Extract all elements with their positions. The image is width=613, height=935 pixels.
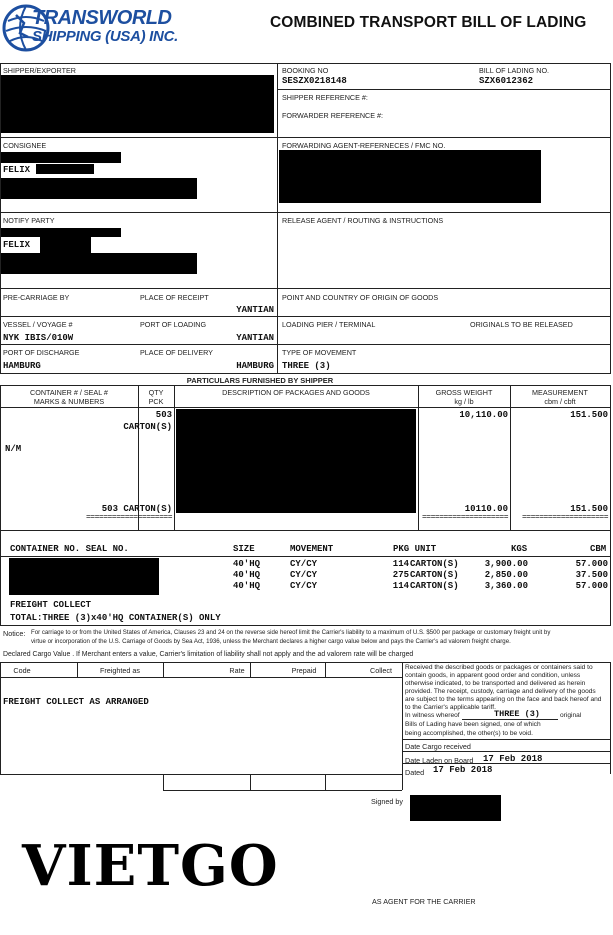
vietgo-watermark: VIETGO bbox=[22, 833, 279, 899]
container-size: 40'HQ bbox=[233, 559, 261, 569]
container-movement: CY/CY bbox=[290, 570, 318, 580]
cbm-cbft-header: cbm / cbft bbox=[544, 397, 576, 406]
freight-collect: FREIGHT COLLECT bbox=[10, 600, 92, 610]
qty-total: 503 CARTON(S) bbox=[101, 504, 172, 514]
notify-party-label: NOTIFY PARTY bbox=[3, 216, 55, 225]
measurement-top: 151.500 bbox=[570, 410, 608, 420]
notify-redacted-2 bbox=[40, 237, 91, 253]
place-of-delivery-label: PLACE OF DELIVERY bbox=[140, 348, 213, 357]
booking-no-value: SESZX0218148 bbox=[282, 76, 347, 86]
terms-line-4: provided. The receipt, custody, carriage and delivery of the goods bbox=[405, 688, 596, 695]
container-movement: CY/CY bbox=[290, 559, 318, 569]
company-name-line2: SHIPPING (USA) INC. bbox=[32, 28, 178, 45]
signed-line-2: being accomplished, the other(s) to be void. bbox=[405, 730, 533, 737]
signed-by-label: Signed by bbox=[371, 797, 403, 806]
witness-text: In witness whereof bbox=[405, 712, 460, 719]
container-kgs: 2,850.00 bbox=[484, 570, 528, 580]
movement-col-header: MOVEMENT bbox=[290, 544, 334, 554]
gross-weight-header: GROSS WEIGHT bbox=[435, 388, 493, 397]
agent-for-carrier: AS AGENT FOR THE CARRIER bbox=[372, 897, 476, 906]
notify-party-name: FELIX bbox=[3, 240, 31, 250]
kgs-col-header: KGS bbox=[511, 544, 528, 554]
gross-weight-total: 10110.00 bbox=[464, 504, 508, 514]
container-seal-col-header: CONTAINER NO. SEAL NO. bbox=[10, 544, 129, 554]
pkg-unit-col-header: PKG UNIT bbox=[393, 544, 437, 554]
terms-line-5: are subject to the terms appearing on the face and back hereof and bbox=[405, 696, 602, 703]
originals-count: THREE (3) bbox=[494, 709, 540, 719]
shipper-label: SHIPPER/EXPORTER bbox=[3, 66, 76, 75]
consignee-label: CONSIGNEE bbox=[3, 141, 47, 150]
date-laden-value: 17 Feb 2018 bbox=[483, 754, 543, 764]
terms-line-3: otherwise indicated, to be transported and delivered as herein bbox=[405, 680, 586, 687]
document-title: COMBINED TRANSPORT BILL OF LADING bbox=[270, 14, 587, 31]
notice-line-2: virtue or incorporation of the U.S. Carriage of Goods by Sea Act, 1936, unless the Merchant declares a higher cargo value below and pays the Carrier's ad valorem freight charge. bbox=[31, 638, 511, 645]
measurement-total: 151.500 bbox=[570, 504, 608, 514]
gross-weight-top: 10,110.00 bbox=[459, 410, 508, 420]
container-size: 40'HQ bbox=[233, 581, 261, 591]
signature-redacted bbox=[410, 795, 501, 821]
booking-no-label: BOOKING NO bbox=[282, 66, 329, 75]
notify-redacted-1 bbox=[1, 228, 121, 237]
shipper-reference-label: SHIPPER REFERENCE #: bbox=[282, 93, 368, 102]
rate-header: Rate bbox=[229, 666, 245, 675]
notice-line-1: For carriage to or from the United States of America, Clauses 23 and 24 on the reverse side hereof limit the Carrier's liability to a maximum of U.S. $500 per package or customary freight unit by bbox=[31, 629, 551, 636]
container-cbm: 37.500 bbox=[575, 570, 608, 580]
dated-value: 17 Feb 2018 bbox=[433, 765, 493, 775]
container-pkg: 114 bbox=[392, 581, 409, 591]
place-of-delivery-value: HAMBURG bbox=[236, 361, 274, 371]
date-received-label: Date Cargo received bbox=[405, 742, 471, 751]
originals-label: ORIGINALS TO BE RELEASED bbox=[470, 320, 573, 329]
container-cbm: 57.000 bbox=[575, 559, 608, 569]
terms-line-1: Received the described goods or packages or containers said to bbox=[405, 664, 593, 671]
port-of-discharge-value: HAMBURG bbox=[3, 361, 41, 371]
bl-no-label: BILL OF LADING NO. bbox=[479, 66, 550, 75]
port-of-loading-label: PORT OF LOADING bbox=[140, 320, 207, 329]
kg-lb-header: kg / lb bbox=[454, 397, 474, 406]
cbm-col-header: CBM bbox=[590, 544, 607, 554]
type-of-movement-value: THREE (3) bbox=[282, 361, 331, 371]
consignee-redacted-3 bbox=[1, 178, 197, 199]
notice-label: Notice: bbox=[3, 629, 26, 638]
description-header: DESCRIPTION OF PACKAGES AND GOODS bbox=[222, 388, 370, 397]
prepaid-header: Prepaid bbox=[291, 666, 317, 675]
container-cbm: 57.000 bbox=[575, 581, 608, 591]
shipper-redacted bbox=[1, 75, 274, 133]
notify-redacted-3 bbox=[1, 253, 197, 274]
measurement-equals: ==================== bbox=[521, 513, 608, 522]
qty-top: 503 bbox=[155, 410, 172, 420]
pre-carriage-label: PRE-CARRIAGE BY bbox=[3, 293, 70, 302]
pck-header: PCK bbox=[148, 397, 164, 406]
original-word: original bbox=[560, 712, 582, 719]
forwarder-reference-label: FORWARDER REFERENCE #: bbox=[282, 111, 384, 120]
qty-equals: ==================== bbox=[85, 513, 172, 522]
signed-line-1: Bills of Lading have been signed, one of which bbox=[405, 721, 541, 728]
terms-line-6: to the Carrier's applicable tariff. bbox=[405, 704, 496, 711]
forwarding-agent-label: FORWARDING AGENT-REFERNECES / FMC NO. bbox=[282, 141, 446, 150]
container-unit: CARTON(S) bbox=[410, 581, 459, 591]
declared-value-text: Declared Cargo Value . If Merchant enters a value, Carrier's limitation of liability shall not apply and the ad valorem rate will be charged bbox=[3, 651, 414, 658]
company-name-line1: TRANSWORLD bbox=[32, 7, 172, 29]
container-kgs: 3,360.00 bbox=[484, 581, 528, 591]
dated-label: Dated bbox=[405, 768, 425, 777]
container-unit: CARTON(S) bbox=[410, 559, 459, 569]
vessel-voyage-value: NYK IBIS/010W bbox=[3, 333, 74, 343]
type-of-movement-label: TYPE OF MOVEMENT bbox=[282, 348, 357, 357]
qty-header: QTY bbox=[148, 388, 164, 397]
code-header: Code bbox=[13, 666, 31, 675]
freighted-as-header: Freighted as bbox=[100, 666, 140, 675]
measurement-header: MEASUREMENT bbox=[532, 388, 588, 397]
terms-line-2: contain goods, in apparent good order and condition, unless bbox=[405, 672, 581, 679]
loading-pier-label: LOADING PIER / TERMINAL bbox=[282, 320, 376, 329]
container-size: 40'HQ bbox=[233, 570, 261, 580]
consignee-name: FELIX bbox=[3, 165, 31, 175]
country-of-origin-label: POINT AND COUNTRY OF ORIGIN OF GOODS bbox=[282, 293, 439, 302]
container-pkg: 114 bbox=[392, 559, 409, 569]
container-unit: CARTON(S) bbox=[410, 570, 459, 580]
containers-total: TOTAL:THREE (3)x40'HQ CONTAINER(S) ONLY bbox=[10, 613, 221, 623]
marks-value: N/M bbox=[5, 444, 22, 454]
container-seal-header: CONTAINER # / SEAL # bbox=[30, 388, 108, 397]
port-of-loading-value: YANTIAN bbox=[236, 333, 274, 343]
collect-header: Collect bbox=[370, 666, 392, 675]
consignee-redacted-2 bbox=[36, 164, 94, 174]
date-laden-label: Date Laden on Board bbox=[405, 756, 474, 765]
container-pkg: 275 bbox=[392, 570, 409, 580]
marks-numbers-header: MARKS & NUMBERS bbox=[33, 397, 105, 406]
qty-unit-top: CARTON(S) bbox=[123, 422, 172, 432]
size-col-header: SIZE bbox=[233, 544, 255, 554]
description-redacted bbox=[176, 409, 416, 513]
forwarding-agent-redacted bbox=[279, 150, 541, 203]
bl-no-value: SZX6012362 bbox=[479, 76, 534, 86]
place-of-receipt-label: PLACE OF RECEIPT bbox=[140, 293, 209, 302]
place-of-receipt-value: YANTIAN bbox=[236, 305, 274, 315]
release-agent-label: RELEASE AGENT / ROUTING & INSTRUCTIONS bbox=[282, 216, 444, 225]
particulars-title: PARTICULARS FURNISHED BY SHIPPER bbox=[186, 376, 334, 385]
consignee-redacted-1 bbox=[1, 152, 121, 163]
vessel-voyage-label: VESSEL / VOYAGE # bbox=[3, 320, 73, 329]
container-movement: CY/CY bbox=[290, 581, 318, 591]
freight-arrangement: FREIGHT COLLECT AS ARRANGED bbox=[3, 697, 149, 707]
gross-weight-equals: ==================== bbox=[421, 513, 508, 522]
company-logo bbox=[2, 3, 192, 55]
port-of-discharge-label: PORT OF DISCHARGE bbox=[3, 348, 80, 357]
container-kgs: 3,900.00 bbox=[484, 559, 528, 569]
container-numbers-redacted bbox=[9, 558, 159, 595]
